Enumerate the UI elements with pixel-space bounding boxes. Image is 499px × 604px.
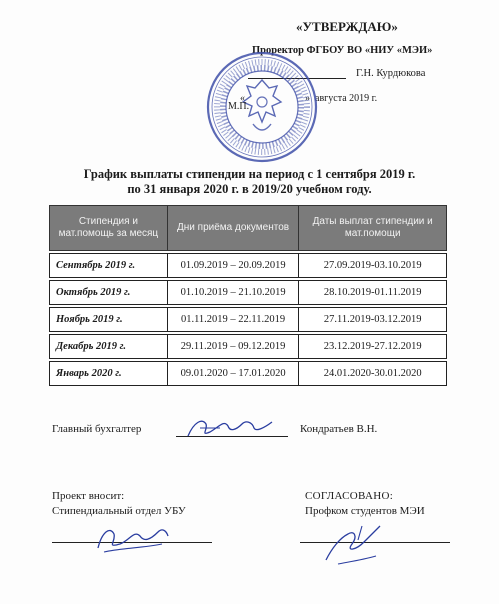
chief-accountant-name: Кондратьев В.Н. (300, 423, 378, 435)
table-row (50, 281, 447, 305)
table-row (50, 362, 447, 386)
agreed-signature-icon (318, 520, 388, 570)
row-month: Ноябрь 2019 г. (50, 308, 168, 332)
table-row (50, 335, 447, 359)
column-header-payout: Даты выплат стипендии и мат.помощи (299, 206, 447, 251)
official-seal-icon (205, 50, 320, 165)
row-intake: 01.11.2019 – 22.11.2019 (167, 308, 299, 332)
chief-signature-icon (180, 414, 280, 442)
row-month: Сентябрь 2019 г. (50, 254, 168, 278)
column-header-month: Стипендия и мат.помощь за месяц (50, 206, 168, 251)
proposer-signature-icon (92, 518, 172, 558)
row-intake: 01.09.2019 – 20.09.2019 (167, 254, 299, 278)
row-intake: 09.01.2020 – 17.01.2020 (167, 362, 299, 386)
row-month: Январь 2020 г. (50, 362, 168, 386)
document-title-line2: по 31 января 2020 г. в 2019/20 учебном году. (127, 182, 372, 196)
agreed-organization: Профком студентов МЭИ (305, 505, 425, 517)
proposer-label: Проект вносит: (52, 490, 125, 502)
row-payout: 23.12.2019-27.12.2019 (299, 335, 447, 359)
table-header-row (50, 206, 447, 251)
column-header-intake: Дни приёма документов (167, 206, 299, 251)
seal-label: М.П. (228, 101, 250, 112)
row-payout: 28.10.2019-01.11.2019 (299, 281, 447, 305)
date-close-quote: » (305, 93, 310, 104)
approval-title: «УТВЕРЖДАЮ» (296, 19, 398, 34)
row-month: Октябрь 2019 г. (50, 281, 168, 305)
row-intake: 01.10.2019 – 21.10.2019 (167, 281, 299, 305)
agreed-label: СОГЛАСОВАНО: (305, 490, 394, 502)
row-intake: 29.11.2019 – 09.12.2019 (167, 335, 299, 359)
row-payout: 27.11.2019-03.12.2019 (299, 308, 447, 332)
row-month: Декабрь 2019 г. (50, 335, 168, 359)
approver-position: Проректор ФГБОУ ВО «НИУ «МЭИ» (252, 45, 433, 56)
proposer-department: Стипендиальный отдел УБУ (52, 505, 186, 517)
table-row (50, 254, 447, 278)
schedule-table (49, 205, 447, 386)
row-payout: 27.09.2019-03.10.2019 (299, 254, 447, 278)
row-payout: 24.01.2020-30.01.2020 (299, 362, 447, 386)
date-month-year: августа 2019 г. (315, 93, 378, 104)
chief-accountant-title: Главный бухгалтер (52, 423, 142, 435)
date-open-quote: « (240, 93, 245, 104)
table-row (50, 308, 447, 332)
document-title-line1: График выплаты стипендии на период с 1 сентября 2019 г. (83, 167, 416, 181)
approver-name: Г.Н. Курдюкова (356, 68, 426, 79)
